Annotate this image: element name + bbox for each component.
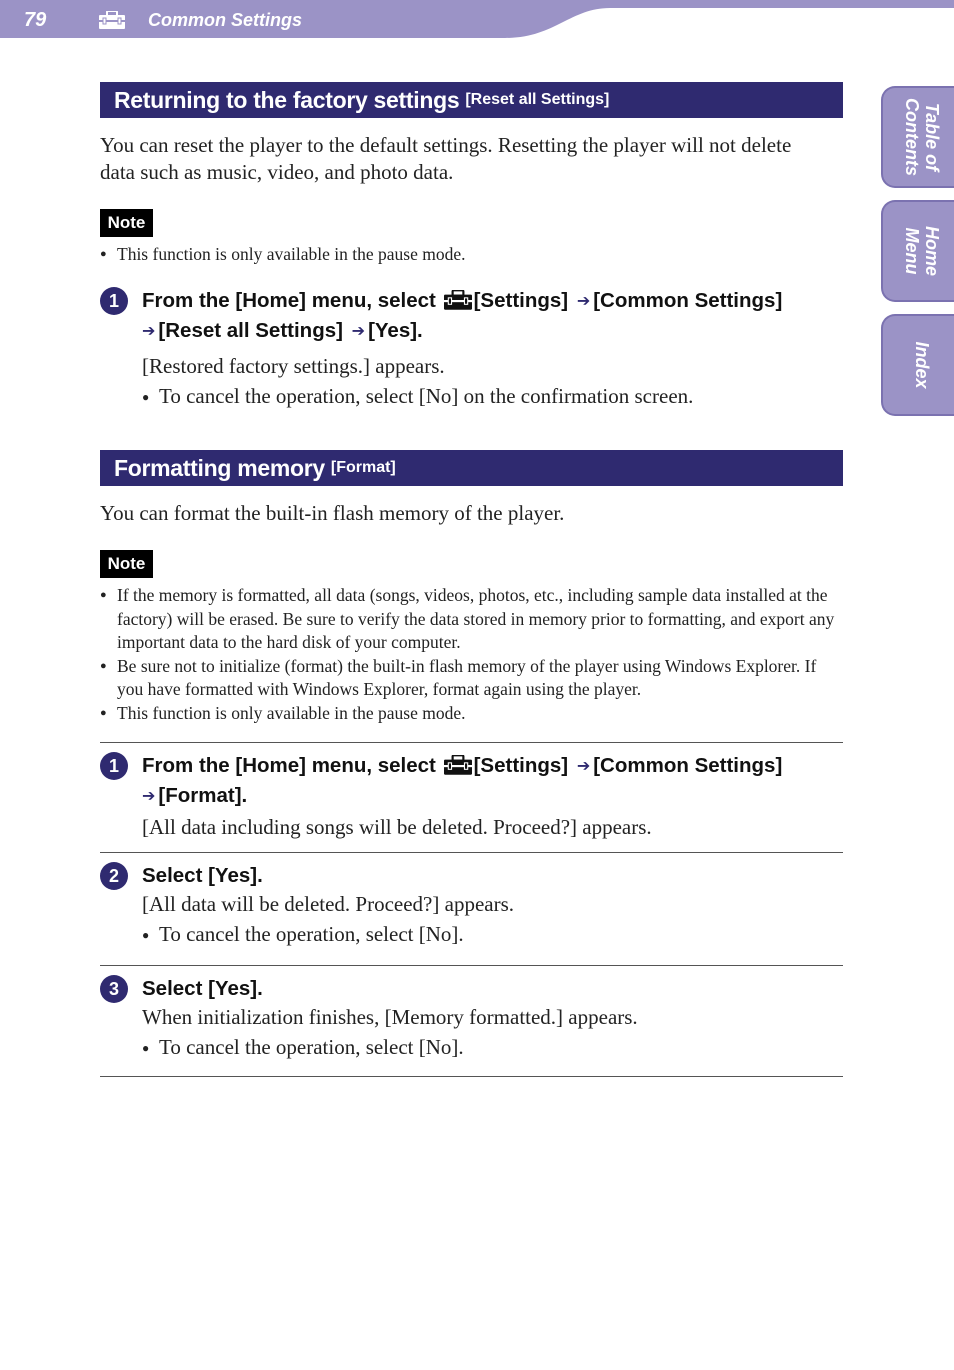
step-body (142, 1002, 843, 1062)
step-title: Select [Yes]. (142, 864, 263, 887)
note-list (100, 243, 840, 267)
step-title-part: [Common Settings] (593, 754, 783, 777)
arrow-right-icon: ➔ (142, 323, 156, 340)
step-result: When initialization finishes, [Memory formatted.] appears. (142, 1005, 638, 1029)
step-title: Select [Yes]. (142, 977, 263, 1000)
note-item: ● Be sure not to initialize (format) the built-in flash memory of the player using Windows Explorer. If you have formatted with Windows Explorer, format again using the player. (100, 655, 840, 702)
step-title-part: [Common Settings] (593, 289, 783, 312)
divider (100, 852, 843, 853)
step-format-2 (100, 862, 843, 949)
step-number: 3 (100, 975, 128, 1003)
step-number: 1 (100, 752, 128, 780)
step-result: [Restored factory settings.] appears. (142, 354, 445, 378)
section-subtitle: [Reset all Settings] (465, 91, 610, 108)
arrow-right-icon: ➔ (351, 323, 366, 340)
note-item: ● This function is only available in the pause mode. (100, 702, 840, 726)
step-result: [All data including songs will be deleted. Proceed?] appears. (142, 815, 652, 839)
tab-table-of-contents[interactable] (881, 86, 954, 188)
page-number: 79 (24, 9, 47, 31)
step-title-part: From the [Home] menu, select (142, 754, 436, 777)
tab-label: Home Menu (902, 225, 942, 277)
toolbox-icon (444, 755, 472, 782)
step-title-part: [Format]. (158, 784, 248, 807)
tab-home-menu[interactable] (881, 200, 954, 302)
note-label: Note (100, 550, 153, 578)
toolbox-icon (444, 290, 472, 317)
tab-index[interactable] (881, 314, 954, 416)
section-subtitle: [Format] (330, 459, 396, 476)
step-title-part: [Yes]. (368, 319, 423, 342)
step-format-1 (100, 752, 843, 842)
note-item: ● If the memory is formatted, all data (songs, videos, photos, etc., including sample data installed at the factory) will be erased. Be sure to verify the data stored in memory prior to formatting, and export any important data to the hard disk of your computer. (100, 584, 840, 655)
step-reset-1 (100, 287, 843, 411)
step-title-part: From the [Home] menu, select (142, 289, 436, 312)
section-intro: You can reset the player to the default settings. Resetting the player will not delete data such as music, video, and photo data. (100, 133, 792, 184)
step-bullet: ● To cancel the operation, select [No]. (142, 1032, 843, 1062)
tab-label: Table of Contents (902, 98, 942, 176)
section-intro: You can format the built-in flash memory of the player. (100, 501, 565, 525)
note-item: ● This function is only available in the pause mode. (100, 243, 840, 267)
divider (100, 965, 843, 966)
divider (100, 742, 843, 743)
arrow-right-icon: ➔ (142, 788, 156, 805)
arrow-right-icon: ➔ (576, 293, 591, 310)
step-number: 2 (100, 862, 128, 890)
note-list (100, 584, 840, 725)
arrow-right-icon: ➔ (576, 758, 591, 775)
step-title-part: [Reset all Settings] (158, 319, 343, 342)
step-bullet: ● To cancel the operation, select [No] on the confirmation screen. (142, 381, 843, 411)
section-heading-format (100, 450, 843, 486)
section-heading-reset (100, 82, 843, 118)
header-section-title: Common Settings (148, 10, 303, 30)
note-label: Note (100, 209, 153, 237)
step-title-part: [Settings] (473, 289, 569, 312)
page-header (0, 0, 954, 40)
section-title: Formatting memory (114, 454, 325, 481)
tab-label: Index (912, 341, 932, 389)
step-title (142, 752, 843, 810)
step-bullet: ● To cancel the operation, select [No]. (142, 919, 843, 949)
step-format-3 (100, 975, 843, 1062)
step-body (142, 889, 843, 949)
section-title: Returning to the factory settings (114, 86, 460, 113)
step-result: [All data will be deleted. Proceed?] appears. (142, 892, 515, 916)
step-number: 1 (100, 287, 128, 315)
step-title-part: [Settings] (473, 754, 569, 777)
step-body (142, 351, 843, 411)
step-title (142, 287, 843, 345)
step-body (142, 812, 843, 842)
divider (100, 1076, 843, 1077)
header-band (0, 0, 954, 40)
